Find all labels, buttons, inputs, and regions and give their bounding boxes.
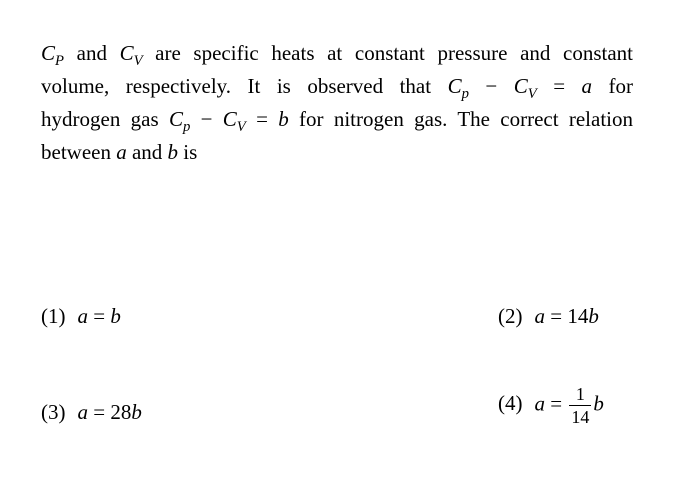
question-text — [41, 37, 633, 169]
option-number: (1) — [41, 304, 66, 328]
option-4[interactable]: (4) a = $\frac{1}{14}$ b — [498, 384, 604, 427]
option-number: (4) — [498, 391, 523, 416]
question-line-4: between a and b is — [41, 140, 198, 164]
option-1[interactable]: (1) a = b — [41, 304, 121, 328]
option-3[interactable]: (3) a = 28b — [41, 400, 142, 424]
option-number: (3) — [41, 400, 66, 424]
equation-nitrogen: $C_p - C_V = b$ — [168, 107, 289, 136]
option-number: (2) — [498, 304, 523, 328]
option-2[interactable]: (2) a = 14b — [498, 304, 599, 328]
question-line-1: $C_P$ and $C_V$ are specific heats at constant pressure and constant — [41, 41, 633, 70]
question-line-2: volume, respectively. It is observed that $C_p - C_V = a$ for — [41, 74, 633, 103]
question-line-3: hydrogen gas $C_p - C_V = b$ for nitrogen gas. The correct relation — [41, 107, 634, 136]
fraction: $\frac{1}{14}$ — [571, 384, 590, 427]
equation-hydrogen: $C_p - C_V = a$ for — [447, 74, 633, 103]
cp-symbol: $C_P$ — [41, 41, 64, 70]
cv-symbol: $C_V$ — [119, 41, 143, 70]
